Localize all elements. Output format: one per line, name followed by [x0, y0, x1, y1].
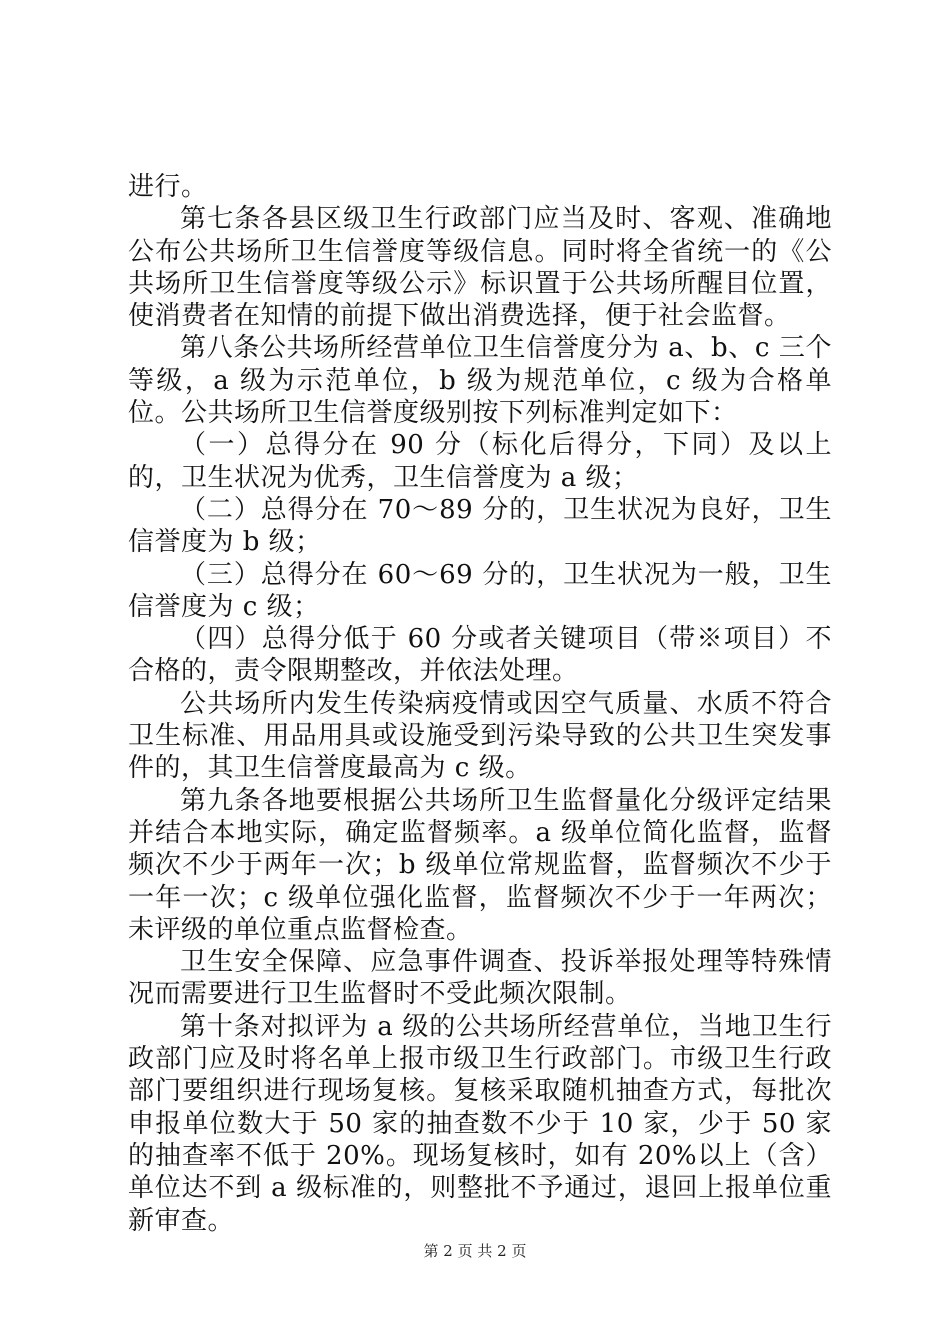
- page-number-label: 第 2 页 共 2 页: [423, 1242, 527, 1260]
- paragraph-item-1: （一）总得分在 90 分（标化后得分，下同）及以上的，卫生状况为优秀，卫生信誉度为 a 级；: [128, 430, 832, 493]
- paragraph-outbreak-rule: 公共场所内发生传染病疫情或因空气质量、水质不符合卫生标准、用品用具或设施受到污染导致的公共卫生突发事件的，其卫生信誉度最高为 c 级。: [128, 688, 832, 784]
- paragraph-item-3: （三）总得分在 60～69 分的，卫生状况为一般，卫生信誉度为 c 级；: [128, 559, 832, 622]
- paragraph-article-8: 第八条公共场所经营单位卫生信誉度分为 a、b、c 三个等级，a 级为示范单位，b 级为规范单位，c 级为合格单位。公共场所卫生信誉度级别按下列标准判定如下：: [128, 333, 832, 429]
- paragraph-special-cases: 卫生安全保障、应急事件调查、投诉举报处理等特殊情况而需要进行卫生监督时不受此频次限制。: [128, 947, 832, 1010]
- paragraph-article-10: 第十条对拟评为 a 级的公共场所经营单位，当地卫生行政部门应及时将名单上报市级卫生行政部门。市级卫生行政部门要组织进行现场复核。复核采取随机抽查方式，每批次申报单位数大于 50 家的抽查数不少于 10 家，少于 50 家的抽查率不低于 20%。现场复核时，如有 20%以上（含）单位达不到 a 级标准的，则整批不予通过，退回上报单位重新审查。: [128, 1011, 832, 1236]
- paragraph-item-2: （二）总得分在 70～89 分的，卫生状况为良好，卫生信誉度为 b 级；: [128, 494, 832, 558]
- paragraph-continuation: 进行。: [128, 172, 208, 202]
- document-body: [128, 171, 832, 1237]
- page-footer: [0, 1240, 950, 1261]
- paragraph-article-7: 第七条各县区级卫生行政部门应当及时、客观、准确地公布公共场所卫生信誉度等级信息。同时将全省统一的《公共场所卫生信誉度等级公示》标识置于公共场所醒目位置，使消费者在知情的前提下做出消费选择，便于社会监督。: [128, 204, 832, 332]
- paragraph-item-4: （四）总得分低于 60 分或者关键项目（带※项目）不合格的，责令限期整改，并依法处理。: [128, 624, 832, 687]
- paragraph-article-9: 第九条各地要根据公共场所卫生监督量化分级评定结果并结合本地实际，确定监督频率。a 级单位简化监督，监督频次不少于两年一次；b 级单位常规监督，监督频次不少于一年一次；c 级单位强化监督，监督频次不少于一年两次；未评级的单位重点监督检查。: [128, 785, 832, 945]
